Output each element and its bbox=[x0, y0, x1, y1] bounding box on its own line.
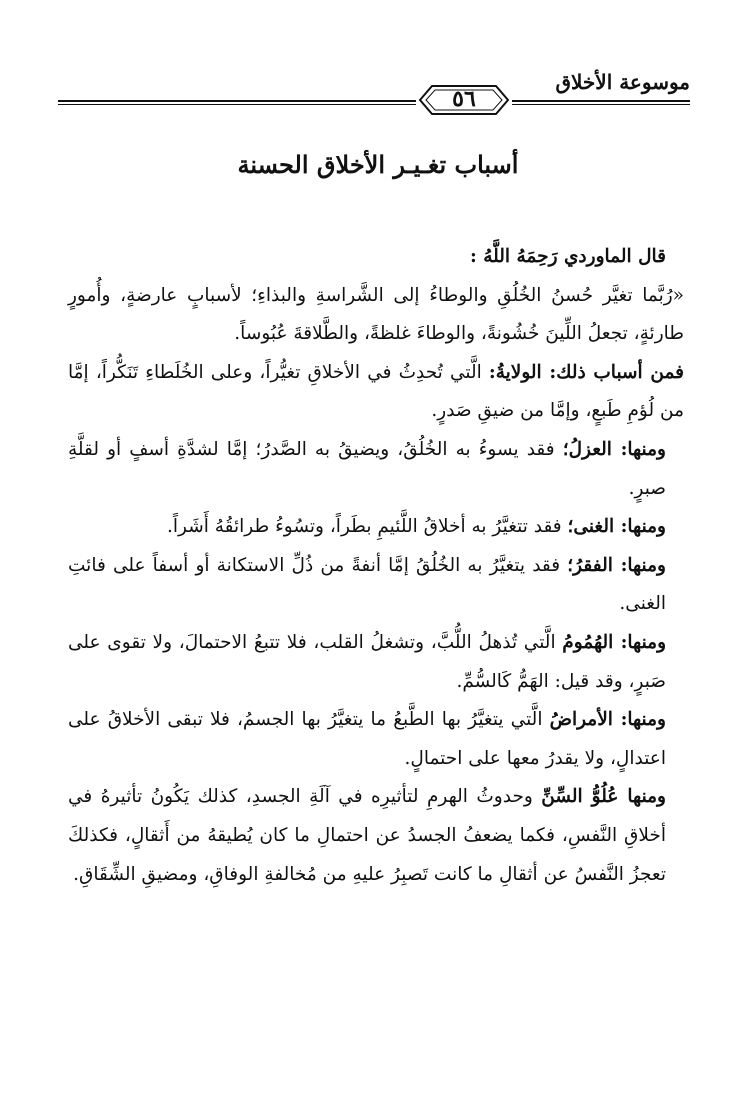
paragraph bbox=[68, 701, 684, 778]
page-number-ornament bbox=[416, 82, 512, 118]
paragraph bbox=[68, 508, 684, 547]
paragraph-text: فقد يتغيَّرُ به الخُلُقُ إمَّا أنفةً من ذُلِّ الاستكانة أو أسفاً على فائتِ الغنى. bbox=[68, 554, 666, 615]
paragraph-lead: ومنها: الهُمُومُ bbox=[562, 631, 666, 653]
paragraph-lead: ومنها: الفقرُ؛ bbox=[567, 554, 666, 576]
body-text bbox=[68, 238, 684, 894]
paragraph-lead: ومنها: الأمراضُ bbox=[549, 709, 666, 731]
book-title: موسوعة الأخلاق bbox=[547, 70, 690, 94]
paragraph-text: «رُبَّما تغيَّر حُسنُ الخُلُقِ والوطاءُ إلى الشَّراسةِ والبذاءِ؛ لأسبابٍ عارضةٍ، وأُمورٍ طارئةٍ، تجعلُ اللِّينَ خُشُونةً، والوطاءَ غلظةً، والطَّلاقةَ عُبُوساً. bbox=[68, 284, 684, 345]
paragraph bbox=[68, 431, 684, 508]
paragraph-text: الَّتي تُذهلُ اللُّبَّ، وتشغلُ القلب، فلا تتبعُ الاحتمالَ، ولا تقوى على صَبرٍ، وقد قيل: الهَمُّ كَالسُّمِّ. bbox=[68, 631, 666, 692]
paragraph-lead: قال الماوردي رَحِمَهُ اللَّهُ : bbox=[469, 246, 666, 267]
paragraph-lead: ومنها: الغنى؛ bbox=[567, 516, 666, 538]
paragraph bbox=[68, 354, 684, 431]
header-rule-thin bbox=[58, 104, 690, 105]
paragraph-lead: فمن أسباب ذلك: الولايةُ: bbox=[488, 361, 684, 383]
section-title: أسباب تغـيـر الأخلاق الحسنة bbox=[237, 150, 519, 179]
paragraph bbox=[68, 778, 684, 894]
paragraph-lead: ومنها عُلُوُّ السِّنِّ bbox=[541, 786, 666, 808]
paragraph-lead: ومنها: العزلُ؛ bbox=[562, 438, 666, 460]
page-number: ٥٦ bbox=[452, 86, 476, 112]
paragraph bbox=[68, 277, 684, 354]
paragraph-text: الَّتي يتغيَّرُ بها الطَّبعُ ما يتغيَّرُ بها الجسمُ، فلا تبقى الأخلاقُ على اعتدالٍ، ولا يقدرُ معها على احتمالٍ. bbox=[68, 709, 666, 769]
paragraph bbox=[68, 238, 684, 277]
paragraph-text: الَّتي تُحدِثُ في الأخلاقِ تغيُّراً، وعلى الخُلَطاءِ تَنَكُّراً، إمَّا من لُؤمِ طَبعٍ، وإمَّا من ضيقِ صَدرٍ. bbox=[68, 361, 684, 422]
paragraph-text: فقد تتغيَّرُ به أخلاقُ اللَّئيمِ بطَراً، وتسُوءُ طرائقُهُ أَشَراً. bbox=[166, 516, 568, 538]
paragraph bbox=[68, 547, 684, 624]
paragraph bbox=[68, 624, 684, 701]
paragraph-text: فقد يسوءُ به الخُلُقُ، ويضيقُ به الصَّدرُ؛ إمَّا لشدَّةِ أسفٍ أو لقلَّةِ صبرٍ. bbox=[68, 438, 666, 499]
header-rule bbox=[58, 100, 690, 102]
page-header bbox=[58, 62, 690, 112]
paragraph-text: وحدوثُ الهرمِ لتأثيرِه في آلَةِ الجسدِ، كذلك يَكُونُ تأثيرهُ في أخلاقِ النَّفسِ، فكما يضعفُ الجسدُ عن احتمالِ ما كان يُطيقهُ من أَثقالٍ، فكذلكَ تعجزُ النَّفسُ عن أثقالِ ما كانت تَصبِرُ عليهِ من مُخالفةِ الوفاقِ، ومضيقِ الشِّقَاقِ. bbox=[68, 786, 666, 885]
